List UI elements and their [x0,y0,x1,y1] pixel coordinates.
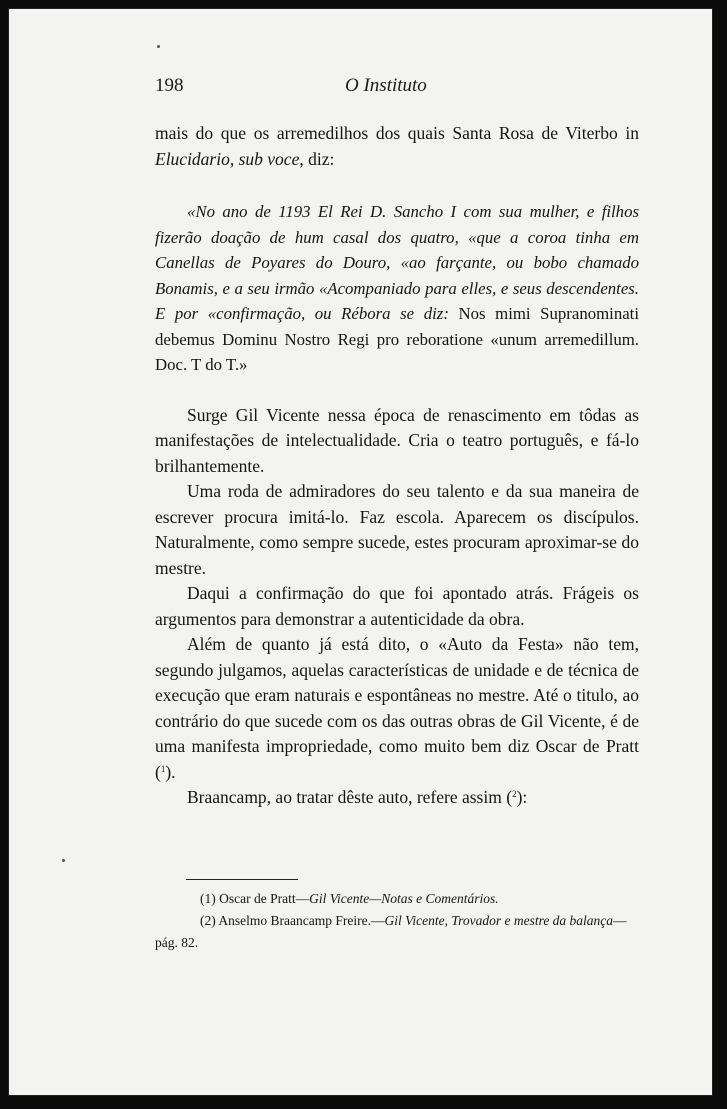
quote-italic-text: «No ano de 1193 El Rei D. Sancho I com sua mulher, e filhos fizerão doação de hum casal dos quatro, «que a coroa tinha em Canellas de Poyares do Douro, «ao farçante, ou bobo chamado Bonamis, e a seu irmão «Acompaniado para elles, e seus descendentes. E por «confirmação, ou Rébora se diz: [155,202,639,323]
paper-speck [157,45,160,48]
intro-paragraph [155,121,639,172]
footnote-1 [155,888,639,910]
paragraph-auto-da-festa [155,632,639,785]
page-number: 198 [155,75,184,96]
intro-text: , diz: [299,148,335,169]
footnote-ref: 1 [160,763,166,774]
paragraph: Daqui a confirmação do que foi apontado atrás. Frágeis os argumentos para demonstrar a autenticidade da obra. [155,583,639,629]
footnote-author: Oscar de Pratt— [215,891,310,906]
paragraph-text: ): [516,787,528,807]
page-body [155,121,639,811]
footnote-mark: (2) [200,913,216,928]
intro-text: mais do que os arremedilhos dos quais Santa Rosa de Viterbo in [155,123,639,143]
paragraph-braancamp [155,785,639,811]
footnote-title: Gil Vicente, Trovador e mestre da balança [384,913,614,928]
intro-text: , [229,148,239,169]
intro-book-title: Elucidario [155,148,230,169]
footnote-author: Anselmo Braancamp Freire.— [215,913,385,928]
page-header [155,75,639,99]
footnote-ref: 2 [512,789,517,799]
paragraph-text: ). [165,761,176,782]
footnote-page: —pág. 82. [155,913,627,950]
quoted-document [155,199,639,378]
intro-latin-term: sub voce [238,148,300,169]
footnote-rule [186,879,298,880]
paragraph-text: Braancamp, ao tratar dêste auto, refere assim ( [187,787,513,807]
quote-latin-text: Nos mimi Supranominati debemus Dominu Nostro Regi pro reboratione «unum arremedillum. Doc. T do T.» [155,304,639,374]
footnote-mark: (1) [200,891,216,906]
footnote-title: Gil Vicente—Notas e Comentários. [309,891,499,906]
book-page [8,8,713,1096]
paper-speck [62,859,65,862]
paragraph: Surge Gil Vicente nessa época de renascimento em tôdas as manifestações de intelectualidade. Cria o teatro português, e fá-lo brilhantemente. [155,404,639,476]
footnotes [155,888,639,954]
paragraph-text: Além de quanto já está dito, o «Auto da Festa» não tem, segundo julgamos, aquelas características de unidade e de técnica de execução que eram naturais e espontâneas no mestre. Até o titulo, ao contrário do que sucede com os das outras obras de Gil Vicente, é de uma manifesta impropriedade, como muito bem diz Oscar de Pratt ( [155,634,639,782]
running-title: O Instituto [345,75,427,96]
paragraph: Uma roda de admiradores do seu talento e da sua maneira de escrever procura imitá-lo. Faz escola. Aparecem os discípulos. Naturalmente, como sempre sucede, estes procuram aproximar-se do mestre. [155,481,639,578]
footnote-2 [155,910,639,954]
